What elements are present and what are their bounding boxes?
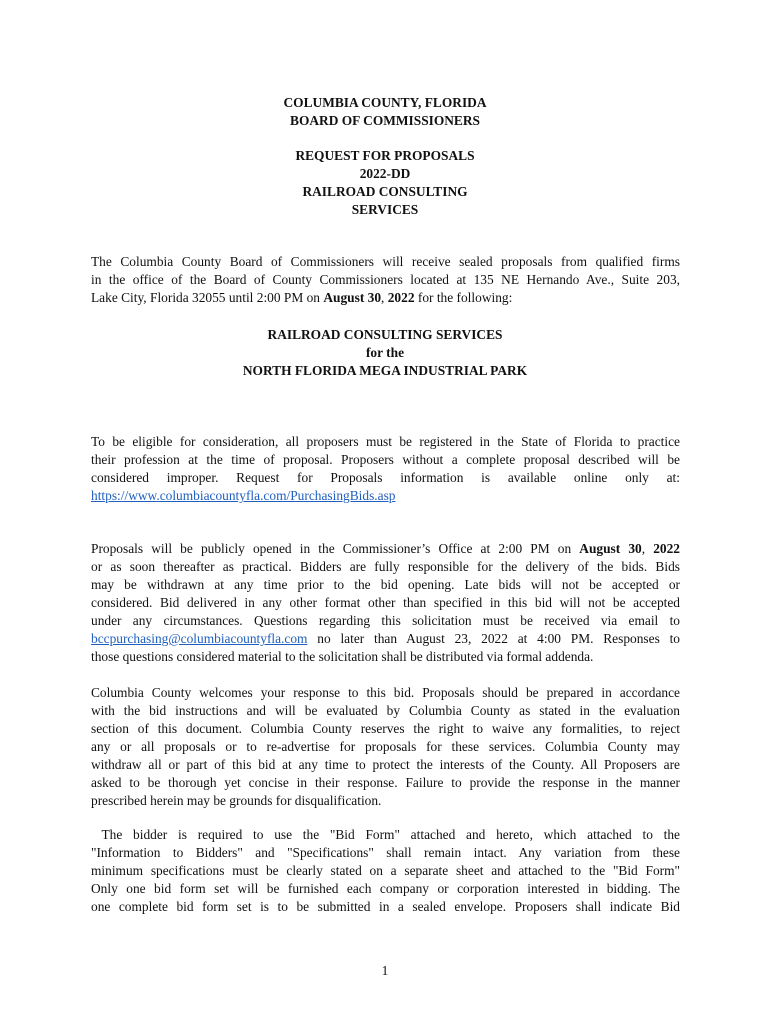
opening-line: those questions considered material to the solicitation shall be distributed via formal addenda. <box>91 649 594 664</box>
intro-text: Lake City, Florida 32055 until 2:00 PM on <box>91 290 324 305</box>
rfp-title-line-4: SERVICES <box>351 202 419 217</box>
county-name: COLUMBIA COUNTY, FLORIDA <box>283 95 487 110</box>
opening-line: may be withdrawn at any time prior to the bid opening. Late bids will not be accepted or <box>91 577 680 592</box>
eligibility-line: considered improper. Request for Proposals information is available online only at: <box>91 470 680 485</box>
bid-form-line: minimum specifications must be clearly stated on a separate sheet and attached to the "Bid Form" <box>91 863 680 878</box>
opening-line: or as soon thereafter as practical. Bidders are fully responsible for the delivery of the bids. Bids <box>91 559 680 574</box>
welcome-line: asked to be thorough yet concise in their response. Failure to provide the response in the manner <box>91 775 680 790</box>
bid-form-line: The bidder is required to use the "Bid Form" attached and hereto, which attached to the <box>91 827 680 842</box>
project-title-line-2: for the <box>365 345 405 360</box>
opening-line <box>91 630 680 648</box>
project-title-line-1: RAILROAD CONSULTING SERVICES <box>267 327 503 342</box>
rfp-title-line-1: REQUEST FOR PROPOSALS <box>295 148 475 163</box>
purchasing-bids-link[interactable]: https://www.columbiacountyfla.com/PurchasingBids.asp <box>91 488 396 503</box>
welcome-line: prescribed herein may be grounds for disqualification. <box>91 793 382 808</box>
bid-form-paragraph <box>91 826 680 916</box>
welcome-paragraph <box>91 684 680 810</box>
project-title-line-3: NORTH FLORIDA MEGA INDUSTRIAL PARK <box>242 363 528 378</box>
opening-comma: , <box>641 541 654 556</box>
welcome-line: Columbia County welcomes your response to this bid. Proposals should be prepared in accordance <box>91 685 680 700</box>
rfp-title-line-3: RAILROAD CONSULTING <box>302 184 468 199</box>
project-title <box>0 326 770 380</box>
board-name: BOARD OF COMMISSIONERS <box>290 113 480 128</box>
opening-year: 2022 <box>653 541 680 556</box>
intro-line: The Columbia County Board of Commissioners will receive sealed proposals from qualified firms <box>91 254 680 269</box>
bid-form-line: Only one bid form set will be furnished each company or corporation interested in bidding. The <box>91 881 680 896</box>
intro-line <box>91 289 680 307</box>
welcome-line: section of this document. Columbia County reserves the right to waive any formalities, to reject <box>91 721 680 736</box>
eligibility-line: their profession at the time of proposal. Proposers without a complete proposal described will be <box>91 452 680 467</box>
page-number: 1 <box>381 963 389 978</box>
opening-line <box>91 540 680 558</box>
eligibility-line: To be eligible for consideration, all proposers must be registered in the State of Florida to practice <box>91 434 680 449</box>
purchasing-email-link[interactable]: bccpurchasing@columbiacountyfla.com <box>91 631 308 646</box>
deadline-year: 2022 <box>387 290 415 305</box>
opening-paragraph <box>91 540 680 666</box>
welcome-line: with the bid instructions and will be evaluated by Columbia County as stated in the evaluation <box>91 703 680 718</box>
intro-text: for the following: <box>414 290 513 305</box>
opening-text: Proposals will be publicly opened in the Commissioner’s Office at 2:00 PM on <box>91 541 580 556</box>
opening-line: under any circumstances. Questions regarding this solicitation must be received via email to <box>91 613 680 628</box>
deadline-date: August 30 <box>323 290 382 305</box>
rfp-title <box>0 147 770 219</box>
bid-form-line: "Information to Bidders" and "Specifications" shall remain intact. Any variation from these <box>91 845 680 860</box>
welcome-line: withdraw all or part of this bid at any time to protect the interests of the County. All Proposers are <box>91 757 680 772</box>
eligibility-line <box>91 487 680 505</box>
county-header <box>0 94 770 130</box>
intro-comma: , <box>381 290 388 305</box>
welcome-line: any or all proposals or to re-advertise for proposals for these services. Columbia County may <box>91 739 680 754</box>
bid-form-line: one complete bid form set is to be submitted in a sealed envelope. Proposers shall indicate Bid <box>91 899 680 914</box>
intro-line: in the office of the Board of County Commissioners located at 135 NE Hernando Ave., Suite 203, <box>91 272 680 287</box>
rfp-number: 2022-DD <box>359 166 411 181</box>
opening-line: considered. Bid delivered in any other format other than specified in this bid will not be accepted <box>91 595 680 610</box>
eligibility-paragraph <box>91 433 680 505</box>
intro-paragraph <box>91 253 680 307</box>
opening-text: no later than August 23, 2022 at 4:00 PM. Responses to <box>307 631 680 646</box>
opening-date: August 30 <box>579 541 642 556</box>
